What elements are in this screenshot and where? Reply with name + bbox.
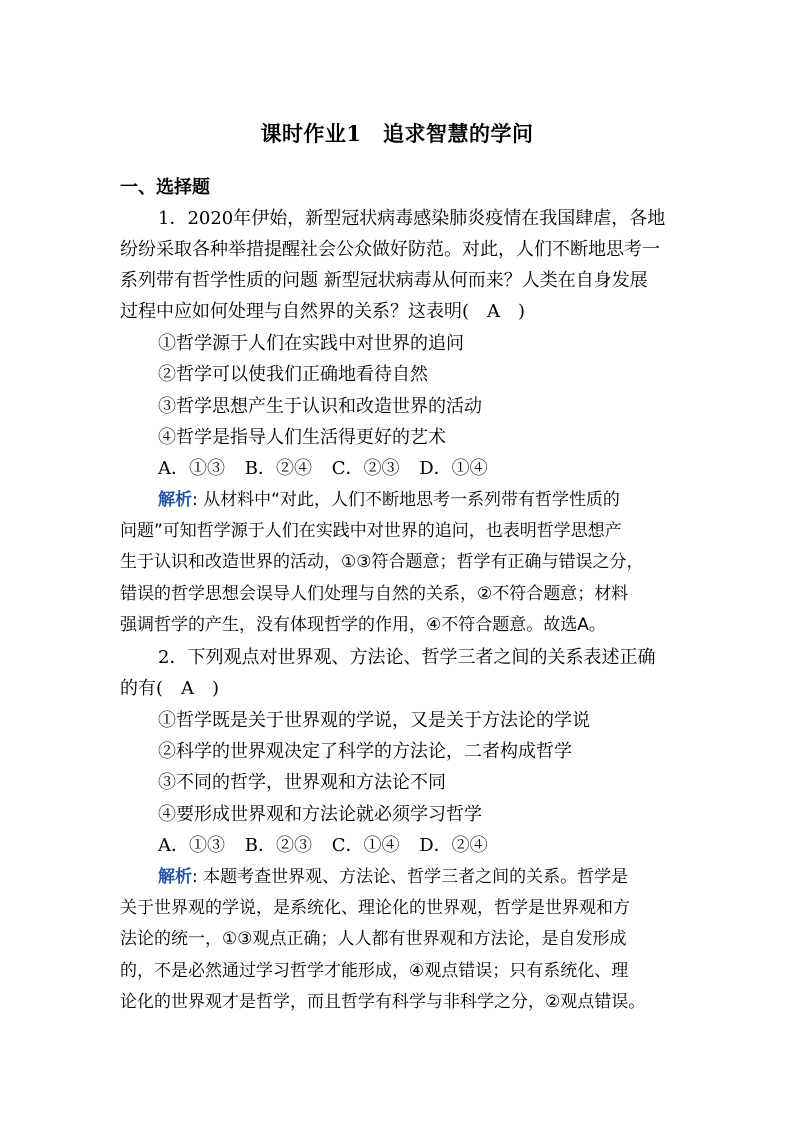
q2-item-1: ①哲学既是关于世界观的学说，又是关于方法论的学说 bbox=[158, 710, 590, 731]
q1-options bbox=[158, 453, 676, 484]
q1-analysis-line-2: 问题”可知哲学源于人们在实践中对世界的追问，也表明哲学思想产 bbox=[120, 521, 622, 541]
q2-item-4: ④要形成世界观和方法论就必须学习哲学 bbox=[158, 804, 482, 825]
q2-stem-line-2: 的有( A ) bbox=[120, 678, 220, 699]
q2-analysis-label: 解析 bbox=[158, 867, 192, 887]
q2-option-d: D．②④ bbox=[419, 835, 488, 856]
q2-analysis-line-3: 法论的统一，①③观点正确；人人都有世界观和方法论，是自发形成 bbox=[120, 929, 627, 949]
q1-item-1: ①哲学源于人们在实践中对世界的追问 bbox=[158, 333, 464, 354]
q2-option-b: B．②③ bbox=[244, 835, 312, 856]
q1-analysis-line-3: 生于认识和改造世界的活动，①③符合题意；哲学有正确与错误之分， bbox=[120, 552, 644, 572]
q2-item-3: ③不同的哲学，世界观和方法论不同 bbox=[158, 772, 446, 793]
q1-analysis-line-1 bbox=[158, 485, 676, 516]
q2-analysis-line-4: 的，不是必然通过学习哲学才能形成，④观点错误；只有系统化、理 bbox=[120, 961, 629, 981]
q2-item-2: ②科学的世界观决定了科学的方法论，二者构成哲学 bbox=[158, 741, 572, 762]
q2-stem-line-1: 2．下列观点对世界观、方法论、哲学三者之间的关系表述正确 bbox=[158, 647, 656, 668]
q1-analysis-line-4: 错误的哲学思想会误导人们处理与自然的关系，②不符合题意；材料 bbox=[120, 584, 629, 604]
q1-analysis-text-1: : 从材料中“对此，人们不断地思考一系列带有哲学性质的 bbox=[192, 490, 620, 510]
q1-stem-line-2: 纷纷采取各种举措提醒社会公众做好防范。对此，人们不断地思考一 bbox=[120, 239, 660, 260]
q1-analysis-line-5: 强调哲学的产生，没有体现哲学的作用，④不符合题意。故选A。 bbox=[120, 615, 606, 635]
q1-option-b: B．②④ bbox=[244, 458, 312, 479]
q1-item-2: ②哲学可以使我们正确地看待自然 bbox=[158, 364, 428, 385]
q2-option-a: A．①③ bbox=[158, 835, 225, 856]
q1-option-a: A．①③ bbox=[158, 458, 225, 479]
q1-analysis-label: 解析 bbox=[158, 490, 192, 510]
q1-item-3: ③哲学思想产生于认识和改造世界的活动 bbox=[158, 396, 482, 417]
q2-options bbox=[158, 830, 676, 861]
q1-item-4: ④哲学是指导人们生活得更好的艺术 bbox=[158, 427, 446, 448]
q1-option-c: C．②③ bbox=[331, 458, 400, 479]
q1-stem-line-1: 1．2020年伊始，新型冠状病毒感染肺炎疫情在我国肆虐，各地 bbox=[158, 208, 666, 229]
q1-stem-line-3: 系列带有哲学性质的问题 新型冠状病毒从何而来？人类在自身发展 bbox=[120, 270, 648, 291]
q2-analysis-text-1: : 本题考查世界观、方法论、哲学三者之间的关系。哲学是 bbox=[192, 867, 629, 887]
q1-option-d: D．①④ bbox=[419, 458, 488, 479]
q2-option-c: C．①④ bbox=[331, 835, 400, 856]
page-title: 课时作业1 追求智慧的学问 bbox=[260, 121, 534, 146]
q2-analysis-line-1 bbox=[158, 862, 676, 893]
q2-analysis-line-2: 关于世界观的学说，是系统化、理论化的世界观，哲学是世界观和方 bbox=[120, 898, 630, 918]
section-heading: 一、选择题 bbox=[120, 177, 210, 198]
q1-stem-line-4: 过程中应如何处理与自然界的关系？这表明( A ) bbox=[120, 301, 526, 322]
q2-analysis-line-5: 论化的世界观才是哲学，而且哲学有科学与非科学之分，②观点错误。 bbox=[120, 992, 646, 1012]
